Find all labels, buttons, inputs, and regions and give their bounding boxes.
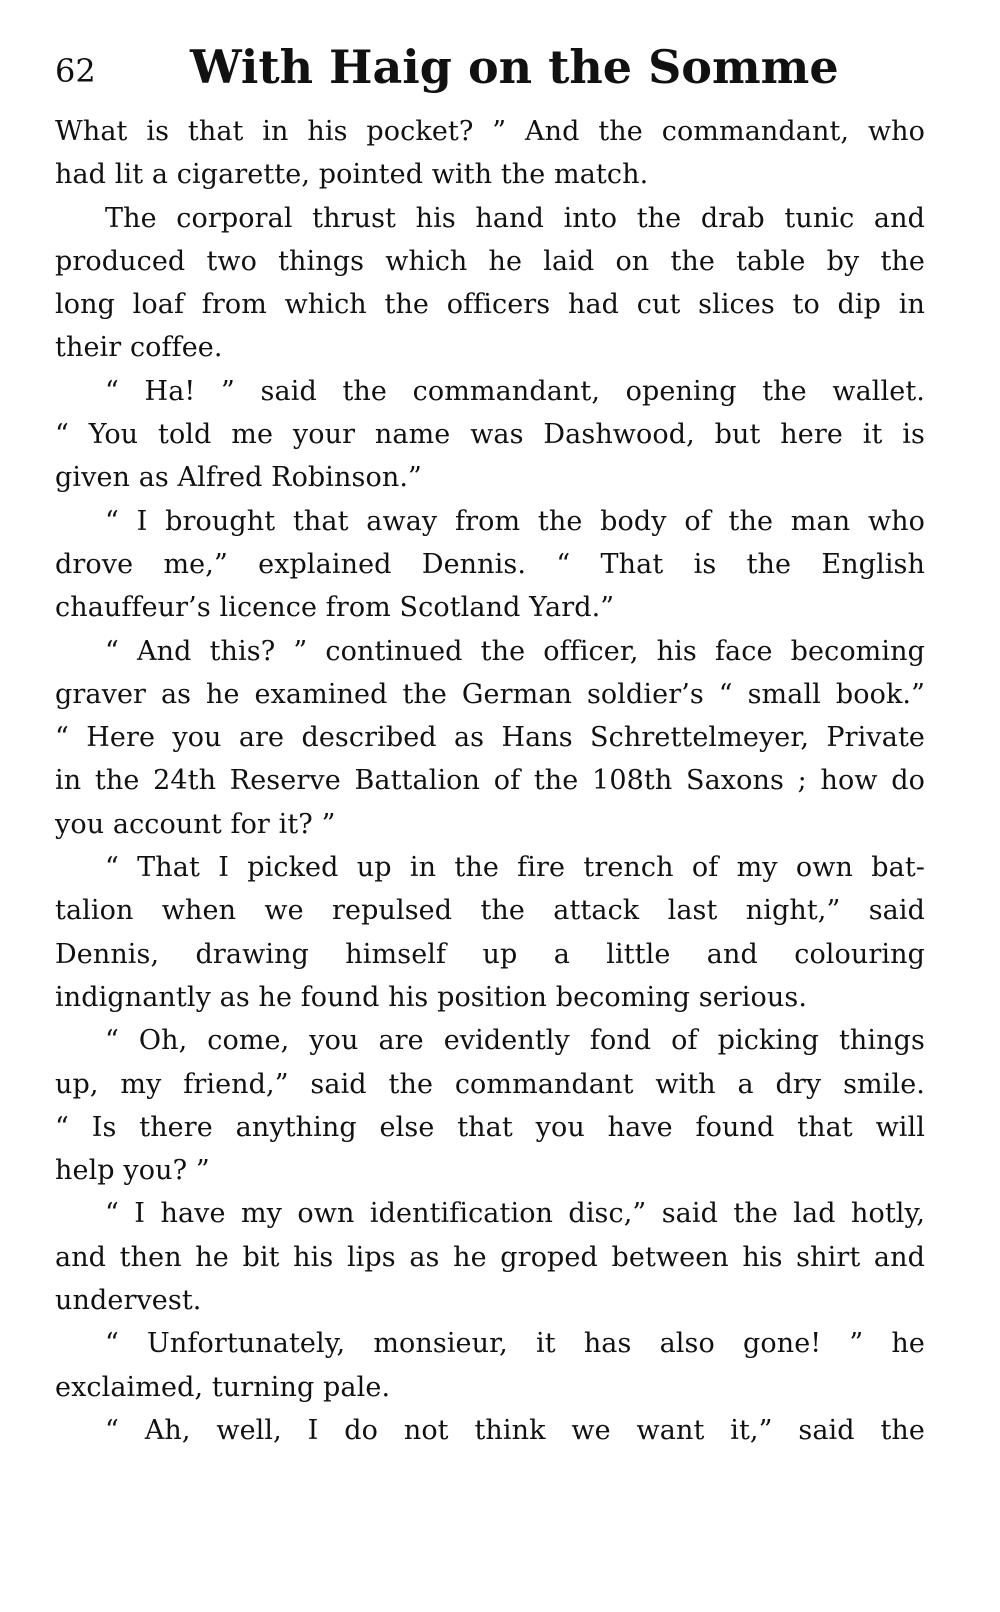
text-line: exclaimed, turning pale. bbox=[55, 1371, 391, 1403]
text-line: The corporal thrust his hand into the drab tunic and bbox=[105, 202, 925, 234]
text-line: up, my friend,” said the commandant with a dry smile. bbox=[55, 1068, 925, 1100]
text-line: “ I have my own identification disc,” said the lad hotly, bbox=[105, 1198, 925, 1230]
text-line: “ You told me your name was Dashwood, but here it is bbox=[55, 419, 925, 451]
body-text bbox=[55, 110, 925, 1452]
text-line: “ Is there anything else that you have found that will bbox=[55, 1111, 925, 1143]
text-line: had lit a cigarette, pointed with the match. bbox=[55, 159, 649, 191]
text-line: talion when we repulsed the attack last night,” said bbox=[55, 895, 925, 927]
text-line: produced two things which he laid on the table by the bbox=[55, 245, 925, 277]
text-line: “ And this? ” continued the officer, his face becoming bbox=[105, 635, 925, 667]
text-line: “ That I picked up in the fire trench of my own bat- bbox=[105, 852, 925, 884]
text-line: “ Here you are described as Hans Schrettelmeyer, Private bbox=[55, 722, 925, 754]
text-line: and then he bit his lips as he groped between his shirt and bbox=[55, 1241, 925, 1273]
text-line: What is that in his pocket? ” And the commandant, who bbox=[55, 116, 925, 147]
page-number: 62 bbox=[55, 52, 96, 90]
text-line: you account for it? ” bbox=[55, 808, 336, 840]
text-line: “ I brought that away from the body of the man who bbox=[105, 505, 925, 537]
text-line: graver as he examined the German soldier’s “ small book.” bbox=[55, 678, 925, 710]
text-line: “ Oh, come, you are evidently fond of picking things bbox=[105, 1025, 925, 1057]
text-line: “ Ah, well, I do not think we want it,” said the bbox=[105, 1414, 925, 1446]
text-line: “ Ha! ” said the commandant, opening the wallet. bbox=[105, 375, 925, 407]
text-line: undervest. bbox=[55, 1285, 202, 1317]
text-line: given as Alfred Robinson.” bbox=[55, 462, 422, 494]
text-line: Dennis, drawing himself up a little and colouring bbox=[55, 938, 925, 970]
text-line: indignantly as he found his position becoming serious. bbox=[55, 981, 807, 1013]
text-line: their coffee. bbox=[55, 332, 223, 364]
text-line: chauffeur’s licence from Scotland Yard.” bbox=[55, 592, 615, 624]
running-title: With Haig on the Somme bbox=[190, 40, 839, 94]
text-line: drove me,” explained Dennis. “ That is the English bbox=[55, 548, 925, 580]
page-header bbox=[55, 40, 935, 100]
text-line: long loaf from which the officers had cut slices to dip in bbox=[55, 289, 925, 321]
text-line: help you? ” bbox=[55, 1155, 210, 1187]
text-line: in the 24th Reserve Battalion of the 108th Saxons ; how do bbox=[55, 765, 925, 797]
text-line: “ Unfortunately, monsieur, it has also gone! ” he bbox=[105, 1328, 925, 1360]
